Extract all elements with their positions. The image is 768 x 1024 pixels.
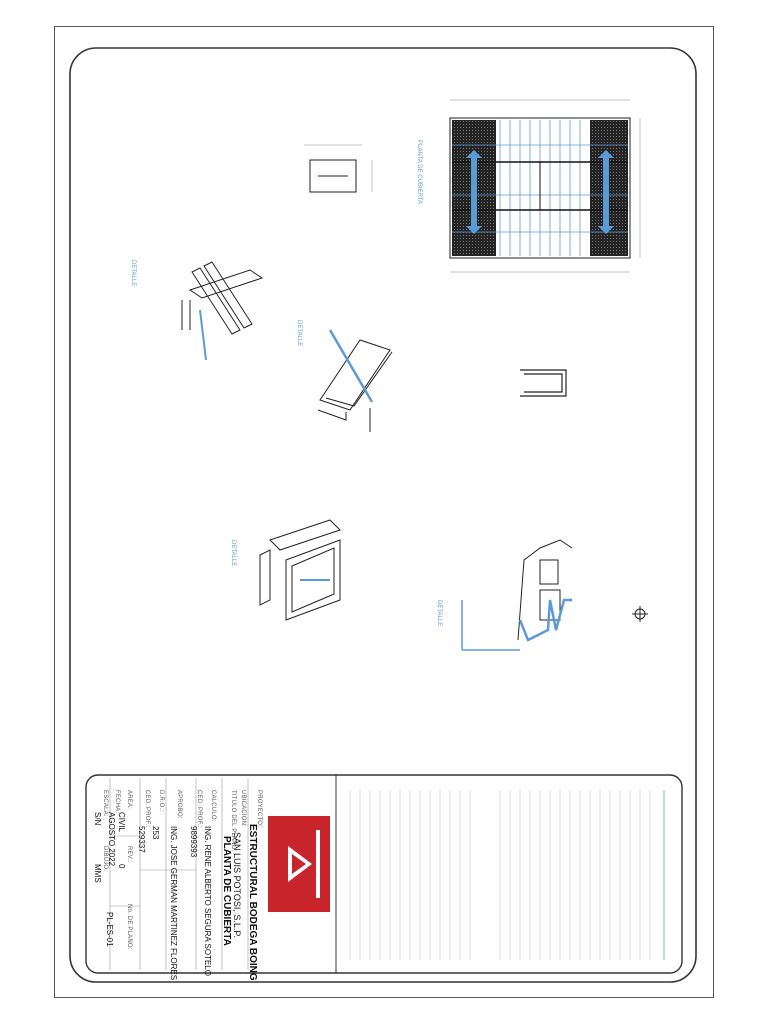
svg-text:DETALLE: DETALLE <box>230 540 236 567</box>
ced-prof2-value: 529337 <box>137 826 146 853</box>
company-logo <box>268 816 330 912</box>
drawn-by-label: DIBUJO: <box>102 846 108 872</box>
area-label: AREA: <box>126 790 132 810</box>
iso-detail-1 <box>182 262 262 360</box>
engineer-name: ING. RENE ALBERTO SEGURA SOTELO <box>203 826 212 976</box>
section-detail-top <box>304 145 372 192</box>
ced-prof-value: 9899393 <box>189 826 198 858</box>
approver-name: ING. JOSE GERMAN MARTINEZ FLORES <box>169 826 178 981</box>
date-label: FECHA: <box>114 790 120 814</box>
iso-detail-2 <box>318 330 392 432</box>
ced-prof-label: CED. PROF.: <box>196 790 202 828</box>
plan-title: PLANTA DE CUBIERTA <box>221 836 232 946</box>
location-value: SAN LUIS POTOSI, S.L.P. <box>232 832 242 938</box>
scale-label: ESCALA: <box>102 790 108 817</box>
svg-text:DETALLE: DETALLE <box>436 600 442 627</box>
plan-number: PL-ES-01 <box>105 912 114 947</box>
roof-plan <box>450 100 640 272</box>
general-notes <box>350 790 650 960</box>
plan-title-label: TITULO DEL PLANO: <box>230 790 236 852</box>
approved-label: APROBO: <box>176 790 182 819</box>
logo-mark-icon <box>268 816 330 912</box>
scale-value: S/N <box>93 812 102 826</box>
dro-value: 253 <box>151 826 160 840</box>
project-name: ESTRUCTURAL BODEGA BOING <box>247 824 258 981</box>
rev-value: 0 <box>117 864 126 869</box>
date-value: AGOSTO 2022 <box>107 812 116 867</box>
dro-label: D.R.O.: <box>158 790 164 812</box>
location-label: UBICACION: <box>240 790 246 828</box>
section-detail-mid <box>520 370 566 396</box>
ced-prof2-label: CED. PROF.: <box>144 790 150 828</box>
project-label: PROYECTO: <box>256 790 262 828</box>
plan-caption: PLANTA DE CUBIERTA <box>416 140 422 205</box>
drawn-by-value: MMS <box>93 864 102 883</box>
svg-text:DETALLE: DETALLE <box>296 320 302 347</box>
rev-label: REV.: <box>126 846 132 863</box>
svg-text:DETALLE: DETALLE <box>130 260 136 287</box>
area-value: CIVIL <box>117 812 126 833</box>
wall-section-detail <box>462 540 648 650</box>
drew-label: CALCULO: <box>210 790 216 822</box>
iso-detail-3 <box>260 520 340 620</box>
plan-number-label: No. DE PLANO: <box>126 904 132 950</box>
